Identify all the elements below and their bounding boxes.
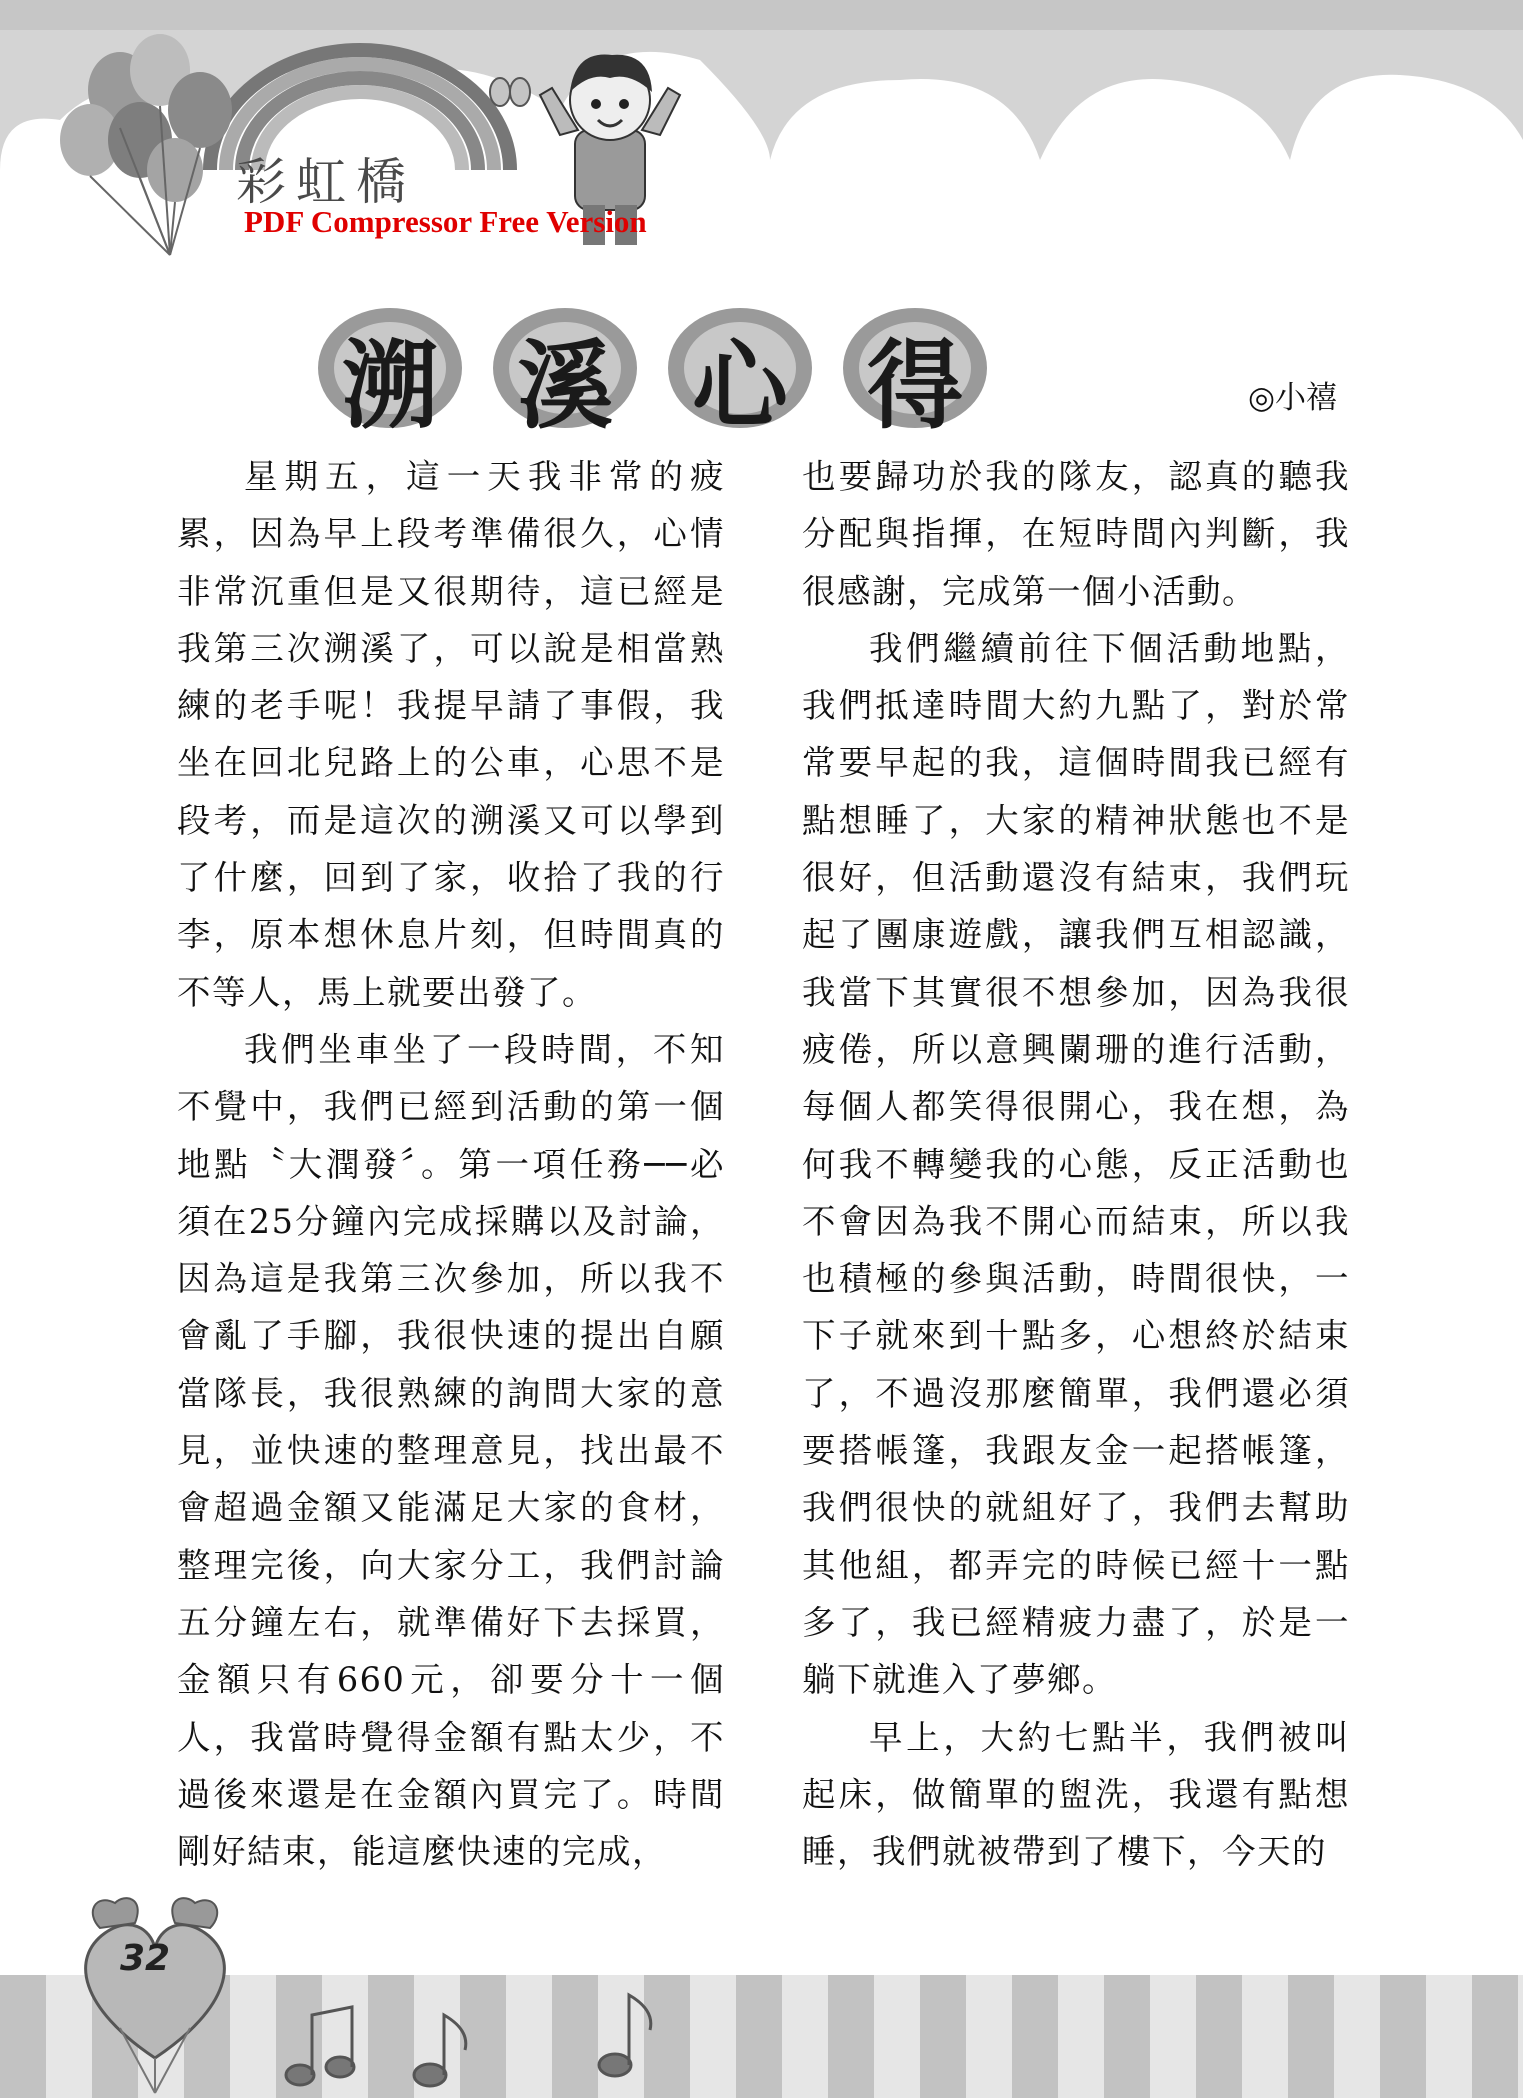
page-number: 32 xyxy=(120,1938,171,1979)
paragraph: 我們坐車坐了一段時間，不知不覺中，我們已經到活動的第一個地點〝大潤發〞。第一項任務──必須在25分鐘內完成採購以及討論，因為這是我第三次參加，所以我不會亂了手腳，我很快速的提出自願當隊長，我很熟練的詢問大家的意見，並快速的整理意見，找出最不會超過金額又能滿足大家的食材，整理完後，向大家分工，我們討論五分鐘左右，就準備好下去採買，金額只有660元，卻要分十一個人，我當時覺得金額有點太少，不過後來還是在金額內買完了。時間剛好結束，能這麼快速的完成， xyxy=(177,1029,725,1872)
magazine-logo: 彩虹橋 xyxy=(236,153,416,211)
header-decoration xyxy=(0,0,1523,260)
title-char: 得 xyxy=(867,330,963,442)
paragraph: 早上，大約七點半，我們被叫起床，做簡單的盥洗，我還有點想睡，我們就被帶到了樓下，今天的 xyxy=(802,1717,1350,1872)
watermark-text: PDF Compressor Free Version xyxy=(244,204,647,239)
paragraph: 星期五，這一天我非常的疲累，因為早上段考準備很久，心情非常沉重但是又很期待，這已經是我第三次溯溪了，可以說是相當熟練的老手呢！我提早請了事假，我坐在回北兒路上的公車，心思不是段考，而是這次的溯溪又可以學到了什麼，回到了家，收拾了我的行李，原本想休息片刻，但時間真的不等人，馬上就要出發了。 xyxy=(177,457,725,1012)
page-number-balloons-icon xyxy=(60,1888,250,2098)
article-column-right xyxy=(802,448,1350,1880)
paragraph: 也要歸功於我的隊友，認真的聽我分配與指揮，在短時間內判斷，我很感謝，完成第一個小活動。 xyxy=(802,457,1350,611)
paragraph: 我們繼續前往下個活動地點，我們抵達時間大約九點了，對於常常要早起的我，這個時間我已經有點想睡了，大家的精神狀態也不是很好，但活動還沒有結束，我們玩起了團康遊戲，讓我們互相認識，我當下其實很不想參加，因為我很疲倦，所以意興闌珊的進行活動，每個人都笑得很開心，我在想，為何我不轉變我的心態，反正活動也不會因為我不開心而結束，所以我也積極的參與活動，時間很快，一下子就來到十點多，心想終於結束了，不過沒那麼簡單，我們還必須要搭帳篷，我跟友金一起搭帳篷，我們很快的就組好了，我們去幫助其他組，都弄完的時候已經十一點多了，我已經精疲力盡了，於是一躺下就進入了夢鄉。 xyxy=(802,628,1350,1700)
author-byline: ◎小禧 xyxy=(1248,380,1338,416)
title-char: 溯 xyxy=(342,330,438,442)
article-column-left xyxy=(177,448,725,1880)
title-char: 心 xyxy=(692,330,788,442)
article-title xyxy=(310,290,1010,442)
title-char: 溪 xyxy=(517,330,613,442)
